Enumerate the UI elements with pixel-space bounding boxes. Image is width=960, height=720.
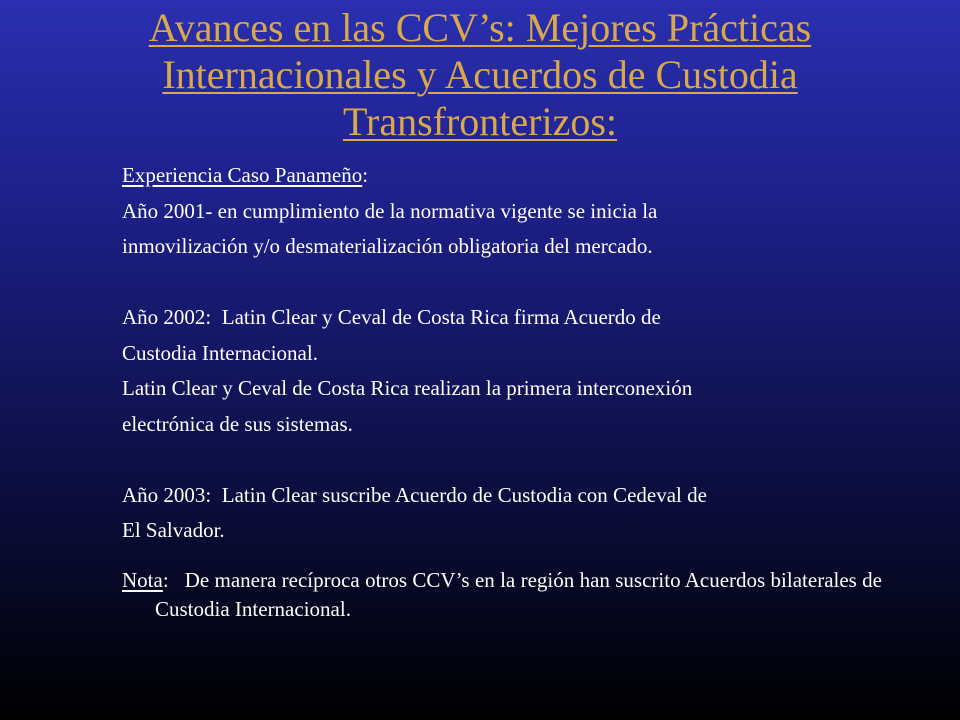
title-line: Avances en las CCV’s: Mejores Prácticas — [148, 5, 812, 50]
note-text: De manera recíproca otros CCV’s en la región han suscrito Acuerdos bilaterales de Custodia Internacional. — [155, 567, 882, 621]
text-line: inmovilización y/o desmaterialización obligatoria del mercado. — [122, 234, 653, 258]
text-line: Custodia Internacional. — [122, 340, 318, 365]
section-label: Experiencia Caso Panameño — [122, 163, 363, 187]
section-heading — [122, 158, 882, 194]
spacer — [122, 442, 882, 478]
spacer — [122, 265, 882, 301]
title-line: Internacionales y Acuerdos de Custodia — [162, 52, 798, 97]
text-line: Año 2003: Latin Clear suscribe Acuerdo de Custodia con Cedeval de — [122, 482, 707, 507]
text-line: El Salvador. — [122, 518, 225, 542]
slide-title — [40, 4, 920, 145]
slide-body — [122, 158, 882, 624]
section-colon: : — [362, 163, 369, 187]
text-line: Latin Clear y Ceval de Costa Rica realizan la primera interconexión — [122, 376, 693, 400]
text-line: Año 2002: Latin Clear y Ceval de Costa Rica firma Acuerdo de — [122, 305, 661, 329]
text-line: electrónica de sus sistemas. — [122, 411, 353, 436]
title-line: Transfronterizos: — [342, 99, 618, 144]
note-paragraph — [122, 566, 882, 624]
spacer — [122, 549, 882, 563]
note-colon: : — [162, 567, 169, 592]
text-line: Año 2001- en cumplimiento de la normativa vigente se inicia la — [122, 198, 658, 223]
note-label: Nota — [122, 567, 163, 592]
